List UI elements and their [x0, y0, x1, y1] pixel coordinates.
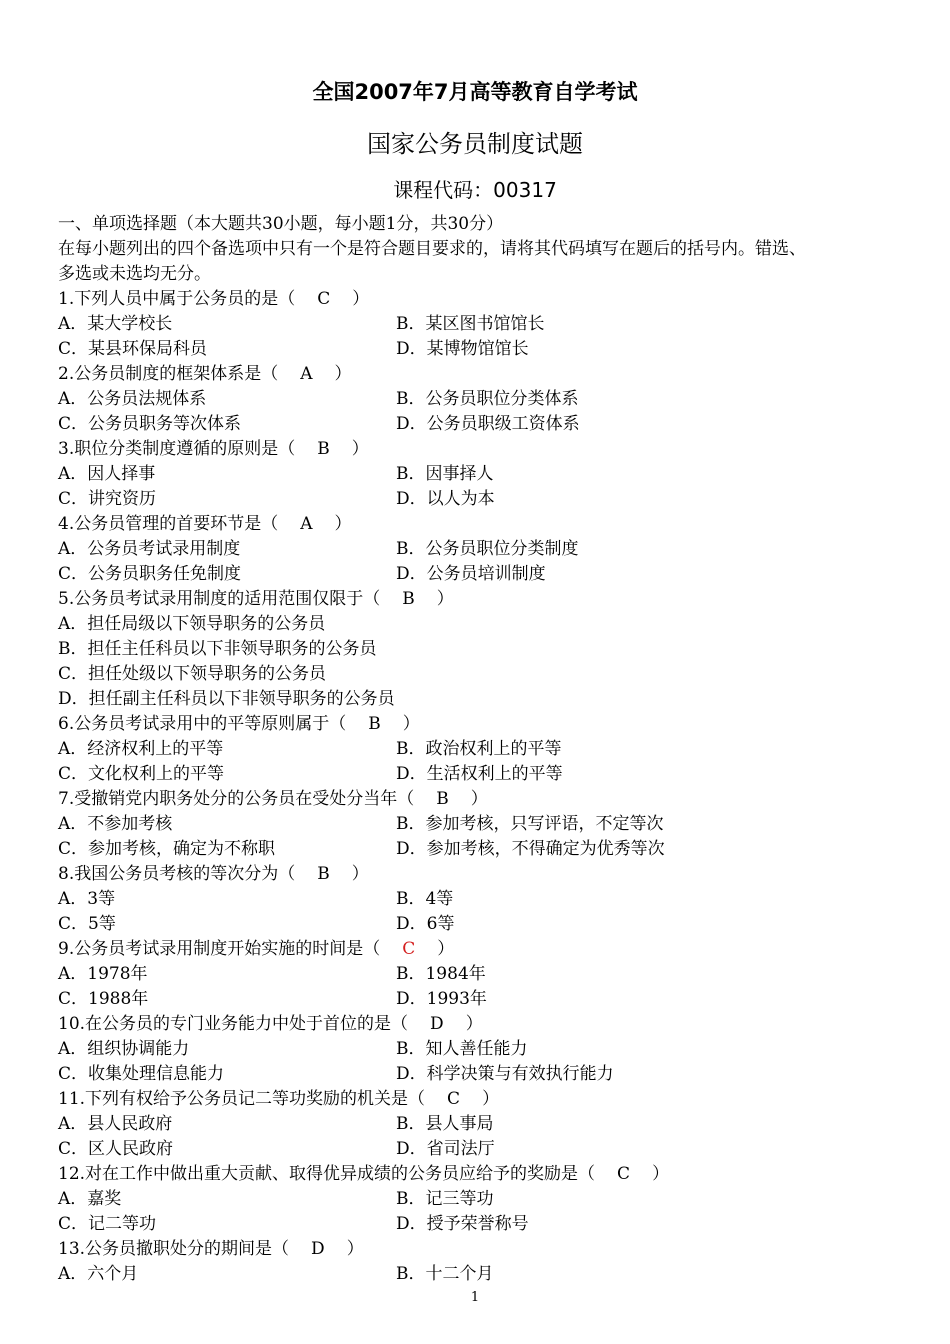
option: A．公务员考试录用制度: [58, 539, 241, 559]
option-row: [58, 312, 918, 337]
option-row: [58, 837, 918, 862]
question-stem: [58, 712, 918, 737]
question-stem: [58, 862, 918, 887]
question-stem: [58, 1012, 918, 1037]
option: A．六个月: [58, 1264, 139, 1284]
question-close: ）: [352, 289, 370, 309]
question-stem: [58, 587, 918, 612]
question-close: ）: [470, 789, 488, 809]
question-close: ）: [482, 1089, 500, 1109]
option: C．区人民政府: [58, 1139, 174, 1159]
page-number: 1: [470, 1290, 480, 1305]
question-text: 7.受撤销党内职务处分的公务员在受处分当年（: [58, 789, 415, 809]
question-close: ）: [334, 514, 352, 534]
option: A．3等: [58, 889, 116, 909]
option: A．经济权利上的平等: [58, 739, 224, 759]
option: D．1993年: [396, 989, 487, 1009]
option: B．1984年: [396, 964, 486, 984]
option: D．公务员培训制度: [396, 564, 546, 584]
question-close: ）: [351, 439, 369, 459]
option: A．担任局级以下领导职务的公务员: [58, 614, 326, 634]
question-text: 11.下列有权给予公务员记二等功奖励的机关是（: [58, 1089, 426, 1109]
option-row: [58, 562, 918, 587]
question-text: 13.公务员撤职处分的期间是（: [58, 1239, 290, 1259]
instruction-line: 在每小题列出的四个备选项中只有一个是符合题目要求的，请将其代码填写在题后的括号内。错选、: [58, 239, 806, 259]
option: B．4等: [396, 889, 454, 909]
option: D．公务员职级工资体系: [396, 414, 580, 434]
option: A．嘉奖: [58, 1189, 122, 1209]
answer-mark: B: [368, 714, 381, 734]
option: C．5等: [58, 914, 116, 934]
option: B．记三等功: [396, 1189, 494, 1209]
question-stem: [58, 1087, 918, 1112]
option: D．生活权利上的平等: [396, 764, 563, 784]
option: B．县人事局: [396, 1114, 494, 1134]
option-row: [58, 737, 918, 762]
option: D．6等: [396, 914, 455, 934]
option-row: [58, 1112, 918, 1137]
option: A．组织协调能力: [58, 1039, 190, 1059]
option-row: [58, 1137, 918, 1162]
option: B．知人善任能力: [396, 1039, 528, 1059]
section-heading: 一、单项选择题（本大题共30小题，每小题1分，共30分）: [58, 214, 504, 234]
question-stem: [58, 512, 918, 537]
option-row: [58, 1262, 918, 1287]
option: A．县人民政府: [58, 1114, 173, 1134]
option: B．公务员职位分类体系: [396, 389, 579, 409]
question-text: 1.下列人员中属于公务员的是（: [58, 289, 296, 309]
exam-title: 全国2007年7月高等教育自学考试: [312, 80, 638, 104]
option-row: [58, 1187, 918, 1212]
instruction-line: 多选或未选均无分。: [58, 264, 211, 284]
option-row: [58, 462, 918, 487]
option: B．政治权利上的平等: [396, 739, 562, 759]
option-row: [58, 412, 918, 437]
option-row: [58, 337, 918, 362]
option-row: [58, 912, 918, 937]
option: B．公务员职位分类制度: [396, 539, 579, 559]
option: C．收集处理信息能力: [58, 1064, 225, 1084]
answer-mark: C: [447, 1089, 461, 1109]
question-close: ）: [402, 714, 420, 734]
option: B．参加考核，只写评语，不定等次: [396, 814, 664, 834]
question-stem: [58, 362, 918, 387]
option: D．省司法厅: [396, 1139, 495, 1159]
option: C．公务员职务等次体系: [58, 414, 242, 434]
option: C．讲究资历: [58, 489, 157, 509]
option-row: [58, 987, 918, 1012]
answer-mark: C: [617, 1164, 631, 1184]
option-row: [58, 387, 918, 412]
option-row: [58, 1037, 918, 1062]
answer-mark: B: [436, 789, 449, 809]
option-row: [58, 762, 918, 787]
question-text: 9.公务员考试录用制度开始实施的时间是（: [58, 939, 381, 959]
option: C．某县环保局科员: [58, 339, 208, 359]
option: D．某博物馆馆长: [396, 339, 529, 359]
option: A．公务员法规体系: [58, 389, 207, 409]
question-stem: [58, 937, 918, 962]
question-text: 5.公务员考试录用制度的适用范围仅限于（: [58, 589, 381, 609]
answer-mark: B: [317, 439, 330, 459]
question-stem: [58, 1237, 918, 1262]
question-text: 6.公务员考试录用中的平等原则属于（: [58, 714, 347, 734]
option: C．参加考核，确定为不称职: [58, 839, 276, 859]
question-list: [58, 287, 918, 1287]
option: C．文化权利上的平等: [58, 764, 225, 784]
option: A．不参加考核: [58, 814, 173, 834]
question-text: 2.公务员制度的框架体系是（: [58, 364, 279, 384]
option: D．科学决策与有效执行能力: [396, 1064, 614, 1084]
question-text: 10.在公务员的专门业务能力中处于首位的是（: [58, 1014, 409, 1034]
question-text: 8.我国公务员考核的等次分为（: [58, 864, 296, 884]
option: D．参加考核，不得确定为优秀等次: [396, 839, 665, 859]
answer-mark: A: [300, 514, 313, 534]
option: D．授予荣誉称号: [396, 1214, 529, 1234]
option-row: [58, 887, 918, 912]
option-row: [58, 1062, 918, 1087]
option: B．十二个月: [396, 1264, 494, 1284]
question-close: ）: [436, 589, 454, 609]
answer-mark: A: [300, 364, 313, 384]
option: D．以人为本: [396, 489, 495, 509]
question-text: 4.公务员管理的首要环节是（: [58, 514, 279, 534]
answer-mark: C: [317, 289, 331, 309]
question-close: ）: [351, 864, 369, 884]
question-close: ）: [334, 364, 352, 384]
option: D．担任副主任科员以下非领导职务的公务员: [58, 689, 395, 709]
option-row: [58, 812, 918, 837]
question-stem: [58, 437, 918, 462]
question-stem: [58, 287, 918, 312]
question-close: ）: [437, 939, 455, 959]
option: C．1988年: [58, 989, 149, 1009]
option-row: [58, 537, 918, 562]
option: A．因人择事: [58, 464, 156, 484]
option: B．因事择人: [396, 464, 494, 484]
answer-mark: D: [311, 1239, 325, 1259]
exam-body: [58, 212, 918, 1287]
option-row: [58, 1212, 918, 1237]
question-close: ）: [346, 1239, 364, 1259]
question-text: 3.职位分类制度遵循的原则是（: [58, 439, 296, 459]
option-row: [58, 962, 918, 987]
course-code: 课程代码：00317: [393, 178, 557, 202]
option: C．公务员职务任免制度: [58, 564, 242, 584]
question-text: 12.对在工作中做出重大贡献、取得优异成绩的公务员应给予的奖励是（: [58, 1164, 596, 1184]
answer-mark: B: [317, 864, 330, 884]
option: A．某大学校长: [58, 314, 173, 334]
option: C．记二等功: [58, 1214, 157, 1234]
question-close: ）: [465, 1014, 483, 1034]
answer-mark: C: [402, 939, 416, 959]
option: C．担任处级以下领导职务的公务员: [58, 664, 327, 684]
option: A．1978年: [58, 964, 148, 984]
question-close: ）: [652, 1164, 670, 1184]
question-stem: [58, 1162, 918, 1187]
answer-mark: D: [430, 1014, 444, 1034]
option: B．某区图书馆馆长: [396, 314, 545, 334]
question-stem: [58, 787, 918, 812]
option-row: [58, 487, 918, 512]
answer-mark: B: [402, 589, 415, 609]
option: B．担任主任科员以下非领导职务的公务员: [58, 639, 377, 659]
subject-title: 国家公务员制度试题: [367, 130, 583, 158]
